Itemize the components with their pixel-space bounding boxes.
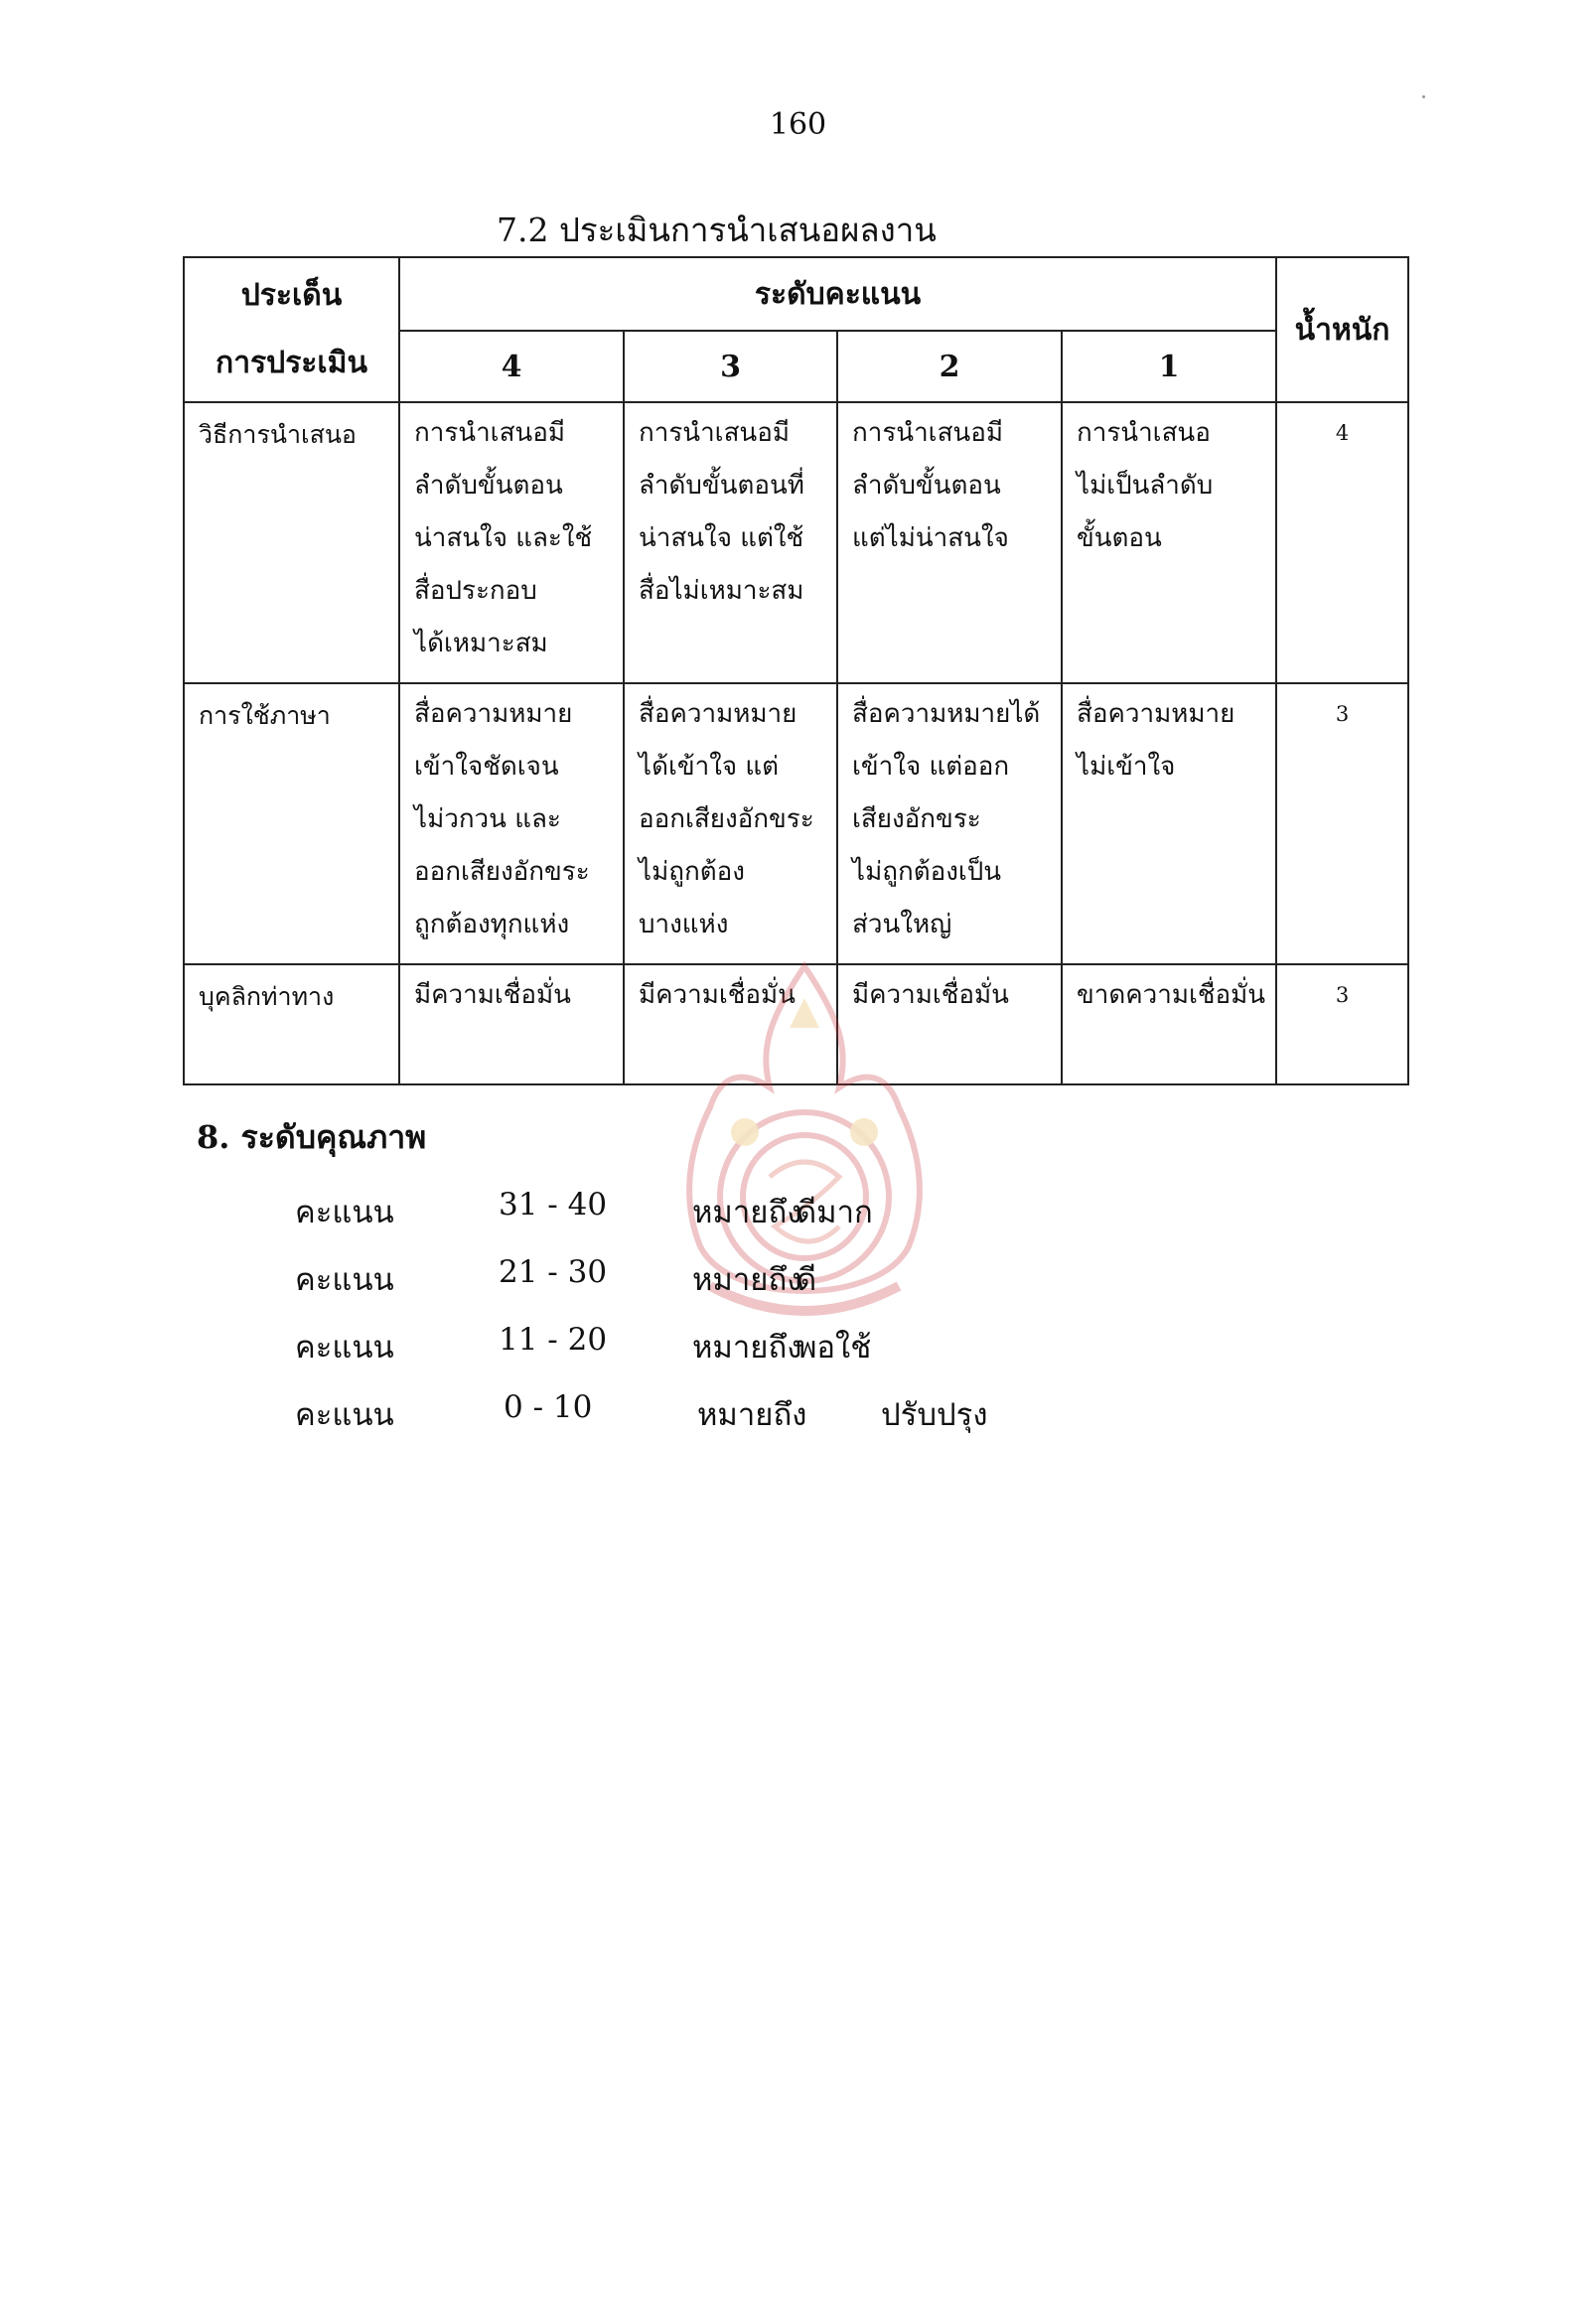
cell-line: สื่อความหมาย	[1077, 699, 1235, 729]
level-3-cell	[624, 402, 837, 683]
quality-label: คะแนน	[295, 1330, 394, 1366]
cell-line: ลำดับขั้นตอนที่	[639, 471, 804, 501]
quality-level: ดีมาก	[797, 1195, 873, 1230]
cell-line: ส่วนใหญ่	[852, 910, 952, 939]
page-number: 160	[769, 107, 827, 142]
header-criteria-line: การประเมิน	[216, 346, 367, 380]
weight-cell: 3	[1276, 683, 1408, 964]
cell-line: น่าสนใจ และใช้	[414, 523, 593, 553]
level-1-cell	[1062, 402, 1276, 683]
level-4-cell	[399, 964, 624, 1084]
cell-line: การนำเสนอมี	[414, 418, 565, 448]
cell-line: ออกเสียงอักขระ	[414, 857, 590, 887]
level-4-cell	[399, 683, 624, 964]
quality-label: คะแนน	[295, 1262, 394, 1298]
section-title: 8. ระดับคุณภาพ	[197, 1118, 427, 1156]
scan-dot	[1422, 95, 1425, 98]
quality-range: 31 - 40	[499, 1187, 608, 1223]
cell-line: ไม่วกวน และ	[414, 804, 561, 834]
cell-line: ลำดับขั้นตอน	[852, 471, 1001, 501]
header-criteria-line: ประเด็น	[240, 278, 343, 313]
header-level-1: 1	[1062, 331, 1276, 402]
level-2-cell	[837, 683, 1062, 964]
weight-cell: 4	[1276, 402, 1408, 683]
quality-range: 21 - 30	[499, 1254, 608, 1290]
cell-line: ออกเสียงอักขระ	[639, 804, 814, 834]
level-3-cell	[624, 683, 837, 964]
cell-line: ไม่ถูกต้องเป็น	[852, 857, 1002, 887]
cell-line: เข้าใจชัดเจน	[414, 752, 559, 782]
header-level-2: 2	[837, 331, 1062, 402]
weight-cell: 3	[1276, 964, 1408, 1084]
table-row	[184, 683, 1408, 964]
quality-means: หมายถึง	[692, 1330, 802, 1366]
cell-line: การนำเสนอมี	[639, 418, 790, 448]
header-criteria	[184, 257, 399, 402]
quality-range: 11 - 20	[499, 1322, 608, 1358]
criterion-cell: วิธีการนำเสนอ	[184, 402, 399, 683]
level-2-cell	[837, 402, 1062, 683]
cell-line: สื่อประกอบ	[414, 576, 537, 606]
cell-line: ไม่เป็นลำดับ	[1077, 471, 1214, 501]
level-1-cell	[1062, 683, 1276, 964]
cell-line: บางแห่ง	[639, 910, 729, 939]
quality-range: 0 - 10	[504, 1389, 593, 1425]
cell-line: ไม่ถูกต้อง	[639, 857, 745, 887]
quality-level: พอใช้	[797, 1330, 872, 1366]
cell-line: ไม่เข้าใจ	[1077, 752, 1176, 782]
cell-line: ขั้นตอน	[1077, 523, 1162, 553]
header-levels-title: ระดับคะแนน	[399, 257, 1276, 331]
cell-line: ถูกต้องทุกแห่ง	[414, 910, 570, 939]
quality-means: หมายถึง	[692, 1262, 802, 1298]
cell-line: ได้เข้าใจ แต่	[639, 752, 780, 782]
quality-label: คะแนน	[295, 1195, 394, 1230]
quality-level: ดี	[797, 1262, 817, 1298]
cell-line: เข้าใจ แต่ออก	[852, 752, 1010, 782]
header-weight: น้ำหนัก	[1276, 257, 1408, 402]
cell-line: สื่อไม่เหมาะสม	[639, 576, 804, 606]
cell-line: มีความเชื่อมั่น	[639, 980, 796, 1010]
header-level-3: 3	[624, 331, 837, 402]
quality-label: คะแนน	[295, 1397, 394, 1433]
quality-means: หมายถึง	[697, 1397, 807, 1433]
cell-line: การนำเสนอมี	[852, 418, 1003, 448]
header-level-4: 4	[399, 331, 624, 402]
cell-line: สื่อความหมาย	[414, 699, 573, 729]
cell-line: น่าสนใจ แต่ใช้	[639, 523, 804, 553]
level-1-cell	[1062, 964, 1276, 1084]
criterion-cell: การใช้ภาษา	[184, 683, 399, 964]
table-title: 7.2 ประเมินการนำเสนอผลงาน	[497, 211, 937, 249]
criterion-cell: บุคลิกท่าทาง	[184, 964, 399, 1084]
level-4-cell	[399, 402, 624, 683]
cell-line: ลำดับขั้นตอน	[414, 471, 563, 501]
cell-line: เสียงอักขระ	[852, 804, 981, 834]
quality-means: หมายถึง	[692, 1195, 802, 1230]
cell-line: มีความเชื่อมั่น	[852, 980, 1009, 1010]
cell-line: สื่อความหมายได้	[852, 699, 1041, 729]
quality-level: ปรับปรุง	[881, 1397, 988, 1433]
table-row	[184, 402, 1408, 683]
cell-line: แต่ไม่น่าสนใจ	[852, 523, 1009, 553]
cell-line: ได้เหมาะสม	[414, 629, 548, 658]
cell-line: มีความเชื่อมั่น	[414, 980, 571, 1010]
cell-line: การนำเสนอ	[1077, 418, 1211, 448]
cell-line: ขาดความเชื่อมั่น	[1077, 980, 1266, 1010]
cell-line: สื่อความหมาย	[639, 699, 798, 729]
